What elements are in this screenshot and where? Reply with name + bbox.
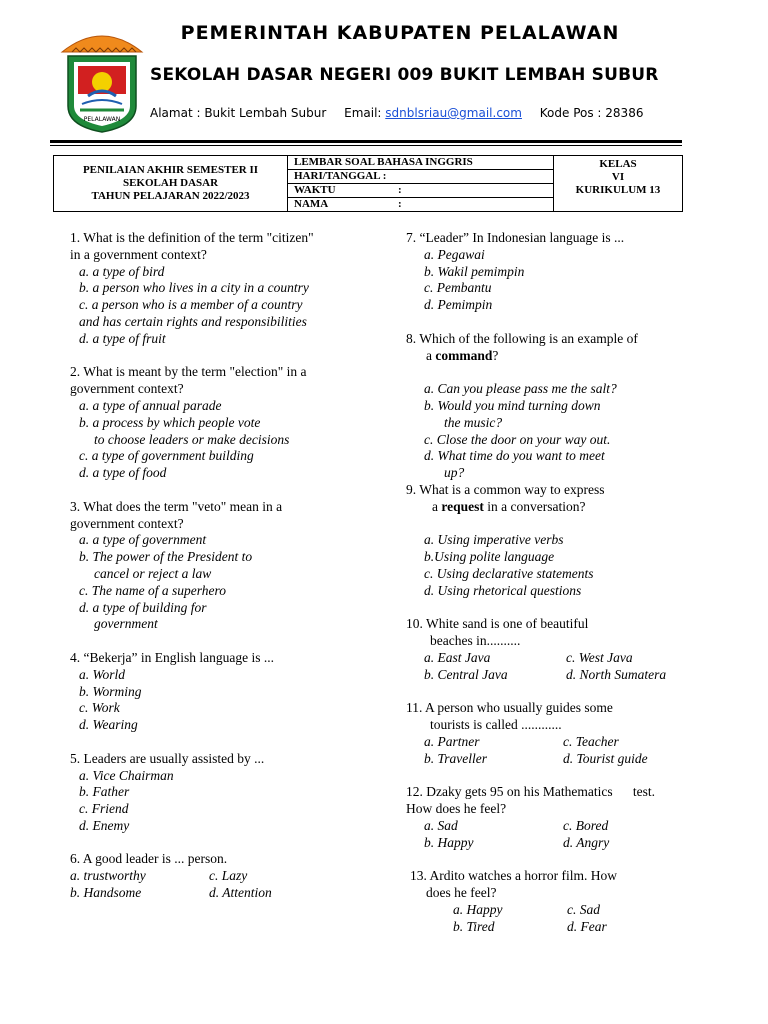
option-d: d. Pemimpin [424, 297, 493, 313]
question-stem: 8. Which of the following is an example of [406, 330, 638, 346]
question-11 [406, 700, 706, 767]
option-c: c. Teacher [563, 733, 619, 749]
option-a: a. Can you please pass me the salt? [424, 381, 617, 397]
question-stem: 11. A person who usually guides some [406, 700, 613, 716]
option-b-continued: the music? [444, 414, 503, 430]
question-stem: 2. What is meant by the term "election" in a [70, 364, 307, 380]
option-b: b. Wakil pemimpin [424, 263, 525, 279]
exam-title-line: PENILAIAN AKHIR SEMESTER II [82, 164, 259, 176]
option-d: d. Enemy [79, 817, 130, 833]
option-a: a. Vice Chairman [79, 767, 174, 783]
option-b: b. Father [79, 784, 130, 800]
svg-text:PELALAWAN: PELALAWAN [83, 116, 121, 123]
question-stem: beaches in.......... [430, 633, 521, 649]
question-stem: government context? [70, 381, 184, 397]
address-text: Alamat : Bukit Lembah Subur [150, 106, 327, 120]
email-label: Email: [344, 106, 386, 120]
question-4 [70, 650, 380, 734]
header-rule-thin [50, 145, 682, 146]
stem-text: in a conversation? [483, 498, 586, 514]
time-value: : [398, 184, 402, 196]
question-5 [70, 751, 380, 835]
header-rule-thick [50, 140, 682, 143]
option-b: b. a process by which people vote [79, 414, 261, 430]
option-d-continued: up? [444, 465, 465, 481]
option-a: a. Using imperative verbs [424, 532, 564, 548]
option-d: d. Tourist guide [563, 750, 648, 766]
name-cell [288, 198, 554, 212]
option-d: d. Angry [563, 834, 610, 850]
questions-left-column [70, 230, 380, 919]
question-2 [70, 364, 380, 482]
date-cell [288, 170, 554, 184]
subject-label: LEMBAR SOAL BAHASA INGGRIS [294, 156, 473, 168]
option-d: d. What time do you want to meet [424, 448, 605, 464]
option-a: a. Pegawai [424, 246, 485, 262]
option-d: d. Wearing [79, 717, 138, 733]
option-b: b. Would you mind turning down [424, 397, 601, 413]
question-stem: 12. Dzaky gets 95 on his Mathematics test. [406, 784, 655, 800]
question-stem [406, 499, 706, 516]
option-d-continued: government [94, 616, 158, 632]
question-6 [70, 851, 380, 901]
email-link[interactable]: sdnblsriau@gmail.com [385, 106, 522, 120]
question-stem: 13. Ardito watches a horror film. How [410, 868, 617, 884]
option-a: a. a type of annual parade [79, 397, 222, 413]
option-b: b. Worming [79, 683, 142, 699]
option-c: c. West Java [566, 649, 633, 665]
question-8 [406, 331, 706, 482]
option-d: d. a type of food [79, 465, 167, 481]
curriculum-label: KURIKULUM 13 [575, 183, 661, 196]
option-c: c. Close the door on your way out. [424, 431, 611, 447]
date-label: HARI/TANGGAL : [294, 170, 387, 182]
option-d: d. Attention [209, 885, 272, 901]
option-b: b. a person who lives in a city in a country [79, 280, 309, 296]
option-b: b. Central Java [424, 666, 508, 682]
option-c: c. a person who is a member of a country [79, 297, 303, 313]
stem-keyword: request [441, 498, 484, 514]
option-a: a. Happy [453, 901, 503, 917]
option-b: b. The power of the President to [79, 549, 253, 565]
option-c: c. Sad [567, 901, 600, 917]
option-d: d. North Sumatera [566, 666, 667, 682]
questions-right-column [406, 230, 706, 952]
stem-text: a [426, 347, 436, 363]
option-c: c. Bored [563, 817, 609, 833]
time-cell [288, 184, 554, 198]
postal-code: Kode Pos : 28386 [539, 106, 644, 120]
option-a: a. East Java [424, 649, 491, 665]
option-c: c. Lazy [209, 868, 248, 884]
exam-info-table [53, 155, 683, 212]
option-a: a. trustworthy [70, 868, 146, 884]
question-stem: How does he feel? [406, 801, 507, 817]
class-cell [554, 156, 683, 212]
question-stem [406, 348, 706, 365]
class-label: KELAS [599, 157, 637, 170]
option-c: c. a type of government building [79, 448, 254, 464]
option-b: b.Using polite language [424, 549, 555, 565]
question-stem: 3. What does the term "veto" mean in a [70, 498, 283, 514]
time-label: WAKTU [294, 184, 336, 196]
option-b: b. Traveller [424, 750, 487, 766]
option-c: c. Work [79, 700, 120, 716]
option-b-continued: cancel or reject a law [94, 565, 212, 581]
name-label: NAMA [294, 198, 329, 210]
option-a: a. Partner [424, 733, 480, 749]
option-d: d. Using rhetorical questions [424, 582, 582, 598]
question-3 [70, 499, 380, 633]
question-7 [406, 230, 706, 314]
stem-keyword: command [435, 347, 493, 363]
option-a: a. a type of government [79, 532, 207, 548]
question-stem: 10. White sand is one of beautiful [406, 616, 589, 632]
option-d: d. a type of fruit [79, 330, 166, 346]
option-c: c. Friend [79, 801, 129, 817]
option-d: d. Fear [567, 918, 607, 934]
option-a: a. Sad [424, 817, 458, 833]
question-stem: 4. “Bekerja” in English language is ... [70, 649, 274, 665]
option-b: b. Tired [453, 918, 495, 934]
question-10 [406, 616, 706, 683]
question-stem: in a government context? [70, 246, 207, 262]
question-13 [406, 868, 706, 935]
name-value: : [398, 198, 402, 210]
exam-title-line: SEKOLAH DASAR [122, 177, 219, 189]
school-name: SEKOLAH DASAR NEGERI 009 BUKIT LEMBAH SUBUR [150, 65, 659, 85]
question-stem: 7. “Leader” In Indonesian language is ... [406, 230, 625, 245]
question-stem: tourists is called ............ [430, 717, 562, 733]
option-c-continued: and has certain rights and responsibilities [79, 313, 307, 329]
option-b: b. Handsome [70, 885, 142, 901]
class-value: VI [611, 170, 625, 183]
address-line [150, 106, 657, 120]
option-c: c. Using declarative statements [424, 565, 594, 581]
question-stem: government context? [70, 515, 184, 531]
question-stem: 9. What is a common way to express [406, 481, 605, 497]
option-a: a. World [79, 666, 126, 682]
question-9 [406, 482, 706, 600]
question-stem: does he feel? [426, 885, 497, 901]
subject-cell [288, 156, 554, 170]
stem-text: ? [492, 347, 499, 363]
stem-text: a [432, 498, 442, 514]
question-stem: 1. What is the definition of the term "citizen" [70, 230, 314, 245]
question-12 [406, 784, 706, 851]
question-stem: 5. Leaders are usually assisted by ... [70, 750, 265, 766]
exam-title-cell [54, 156, 288, 212]
option-c: c. The name of a superhero [79, 582, 226, 598]
option-c: c. Pembantu [424, 280, 492, 296]
government-title: PEMERINTAH KABUPATEN PELALAWAN [180, 22, 620, 44]
option-a: a. a type of bird [79, 263, 165, 279]
exam-title-line: TAHUN PELAJARAN 2022/2023 [91, 190, 250, 202]
school-logo [58, 26, 146, 134]
email-block [344, 106, 522, 120]
question-1 [70, 230, 380, 348]
question-stem: 6. A good leader is ... person. [70, 851, 228, 867]
option-b-continued: to choose leaders or make decisions [94, 431, 290, 447]
option-d: d. a type of building for [79, 599, 207, 615]
option-b: b. Happy [424, 834, 474, 850]
